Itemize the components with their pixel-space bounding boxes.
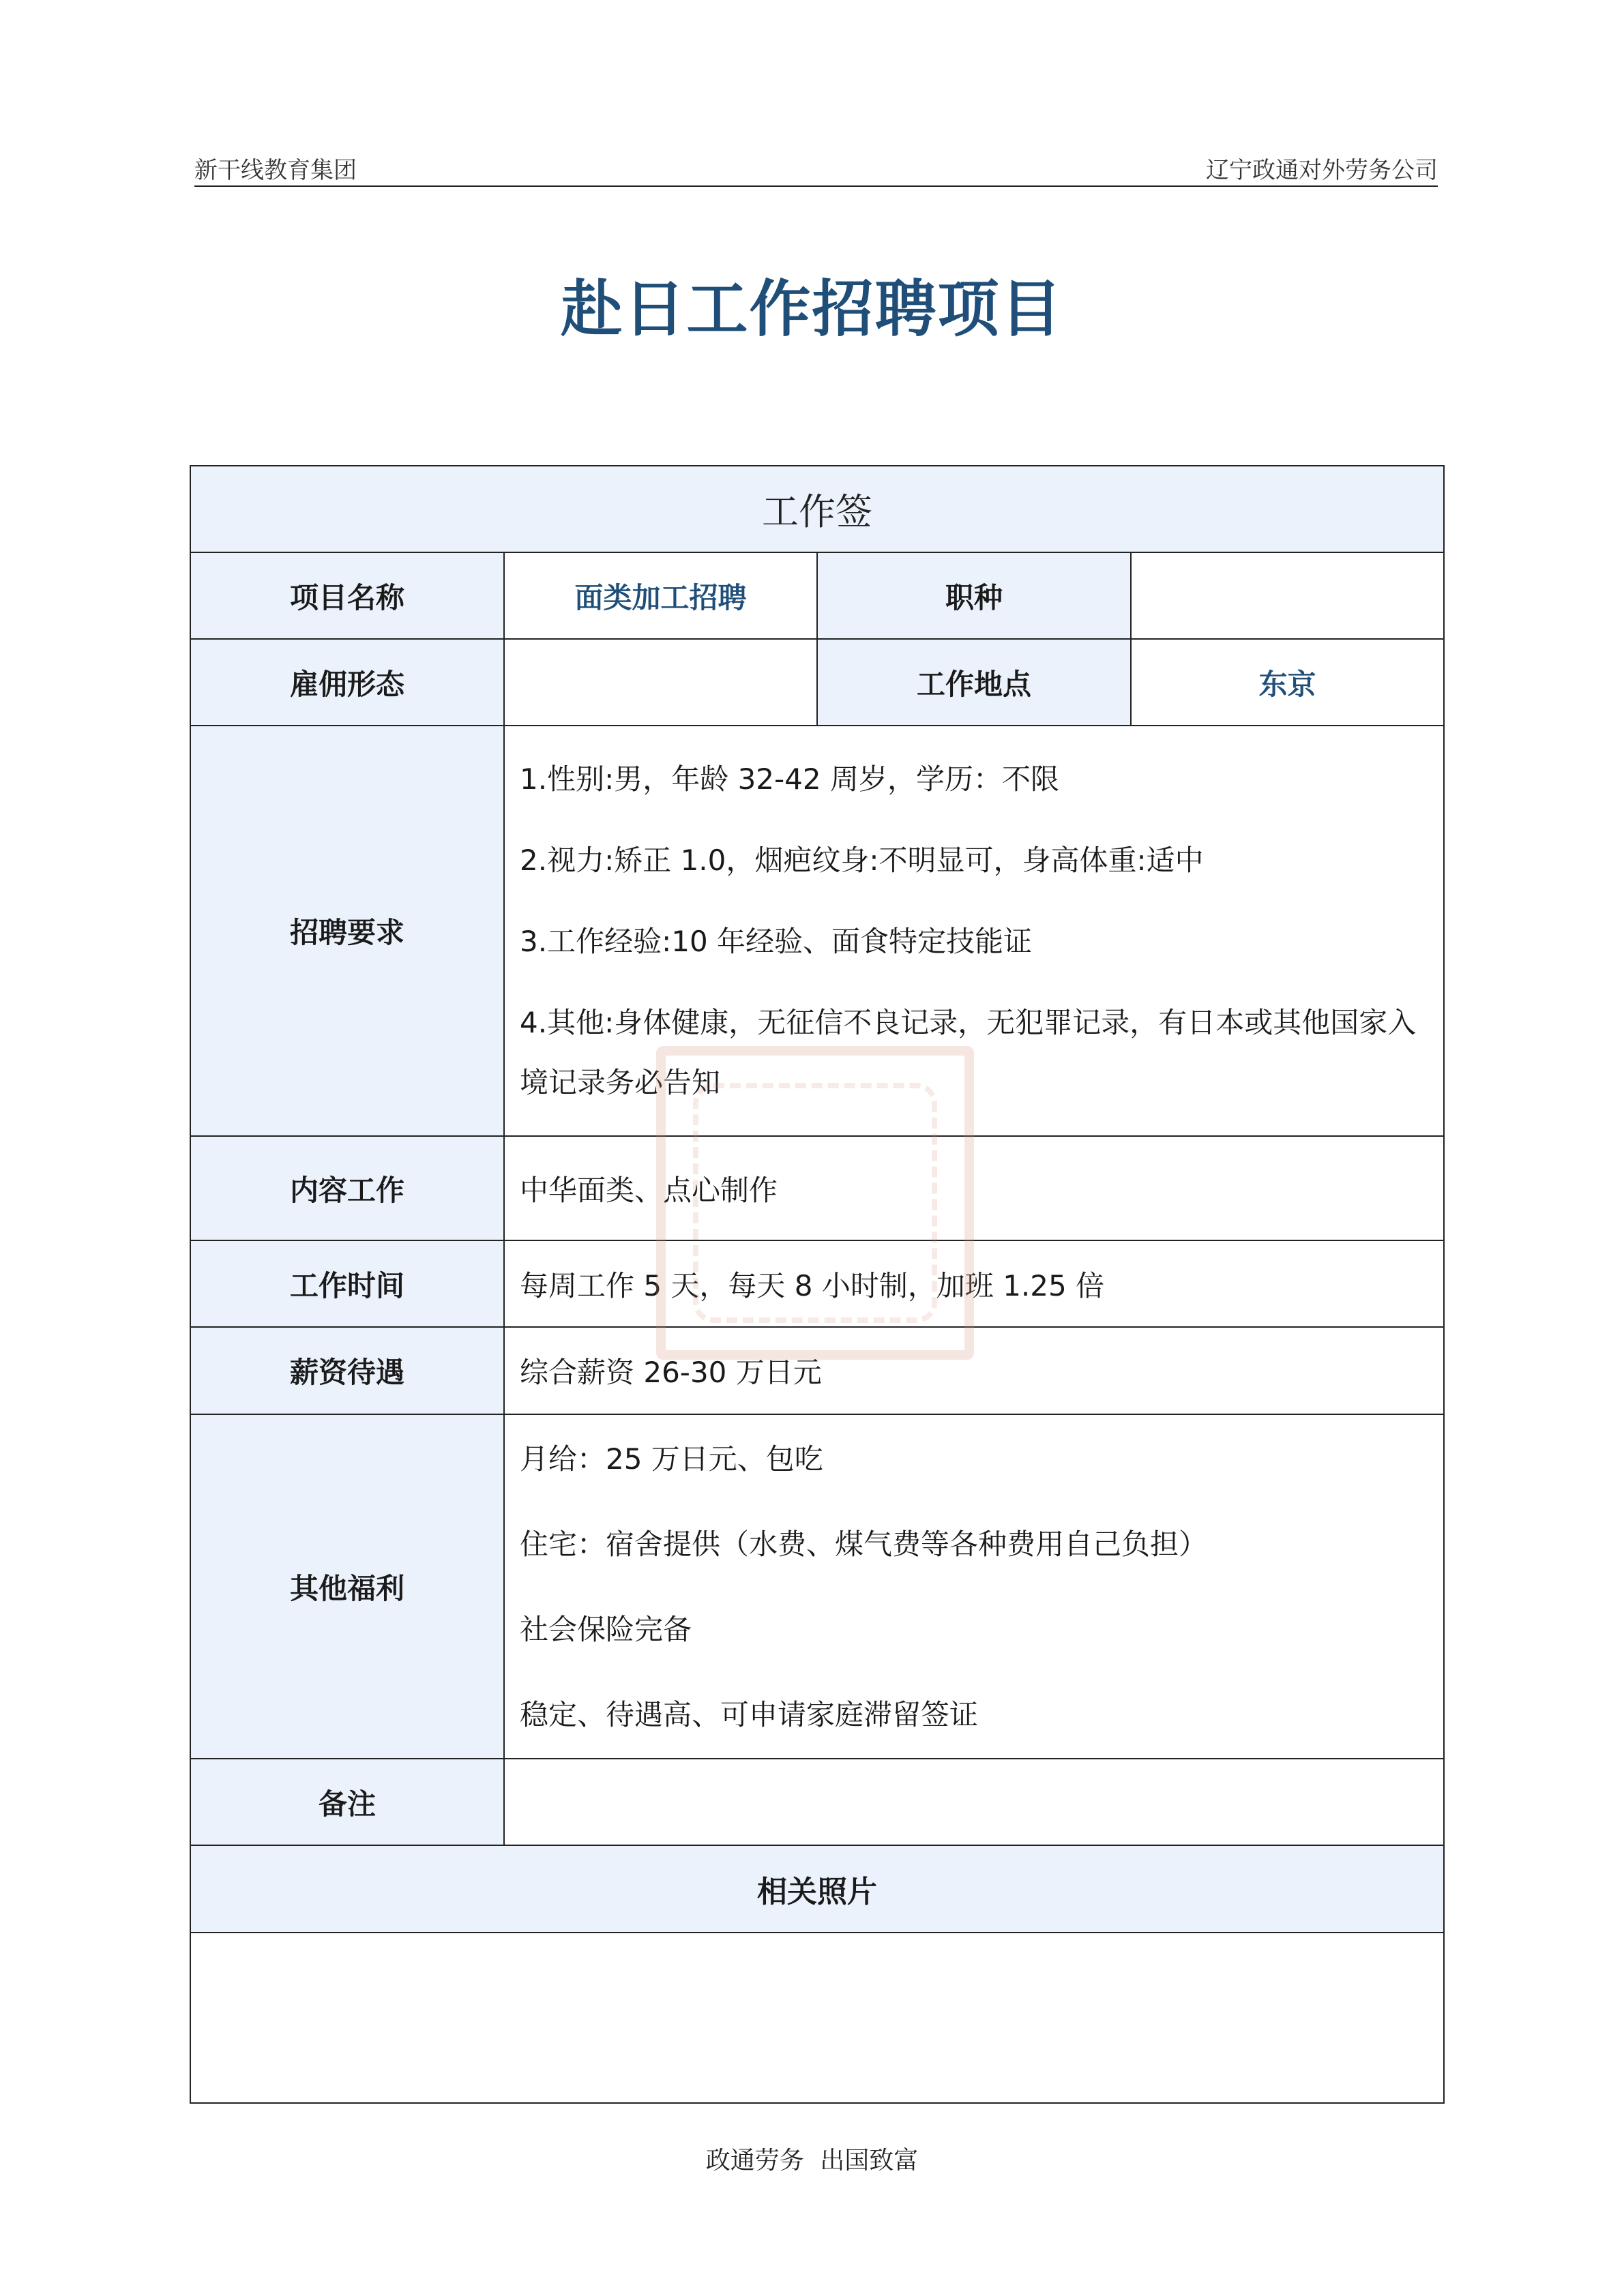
- benefit-item: 住宅：宿舍提供（水费、煤气费等各种费用自己负担）: [520, 1527, 1208, 1561]
- benefit-item: 月给：25 万日元、包吃: [520, 1442, 823, 1476]
- header-right-org: 辽宁政通对外劳务公司: [1206, 157, 1438, 184]
- section-title: 工作签: [190, 466, 1444, 552]
- header-divider: [194, 185, 1438, 187]
- employment-type-label: 雇佣形态: [190, 639, 504, 726]
- recruitment-table: [190, 465, 1445, 2104]
- benefit-item: 稳定、待遇高、可申请家庭滞留签证: [520, 1697, 979, 1731]
- requirements-label: 招聘要求: [190, 726, 504, 1136]
- photos-area: [190, 1933, 1444, 2103]
- header-left-org: 新干线教育集团: [194, 157, 357, 184]
- benefits-list: [504, 1414, 1444, 1759]
- project-name-value: 面类加工招聘: [504, 552, 817, 639]
- remarks-label: 备注: [190, 1759, 504, 1845]
- job-type-label: 职种: [817, 552, 1131, 639]
- requirement-item: 3.工作经验:10 年经验、面食特定技能证: [520, 924, 1033, 958]
- requirement-item: 1.性别:男，年龄 32-42 周岁，学历：不限: [520, 762, 1059, 796]
- work-content-label: 内容工作: [190, 1136, 504, 1240]
- work-time-label: 工作时间: [190, 1240, 504, 1327]
- page-title: 赴日工作招聘项目: [561, 273, 1063, 345]
- salary-value: 综合薪资 26-30 万日元: [504, 1327, 1444, 1414]
- employment-type-value: [504, 639, 817, 726]
- work-location-label: 工作地点: [817, 639, 1131, 726]
- benefits-label: 其他福利: [190, 1414, 504, 1759]
- job-type-value: [1131, 552, 1444, 639]
- work-location-value: 东京: [1131, 639, 1444, 726]
- requirement-item: 4.其他:身体健康，无征信不良记录，无犯罪记录，有日本或其他国家入境记录务必告知: [520, 1005, 1417, 1099]
- remarks-value: [504, 1759, 1444, 1845]
- salary-label: 薪资待遇: [190, 1327, 504, 1414]
- project-name-label: 项目名称: [190, 552, 504, 639]
- footer-slogan: 政通劳务 出国致富: [705, 2147, 919, 2175]
- work-content-value: 中华面类、点心制作: [504, 1136, 1444, 1240]
- photos-header: 相关照片: [190, 1845, 1444, 1933]
- requirements-list: [504, 726, 1444, 1136]
- benefit-item: 社会保险完备: [520, 1612, 692, 1646]
- work-time-value: 每周工作 5 天，每天 8 小时制，加班 1.25 倍: [504, 1240, 1444, 1327]
- requirement-item: 2.视力:矫正 1.0，烟疤纹身:不明显可，身高体重:适中: [520, 843, 1204, 877]
